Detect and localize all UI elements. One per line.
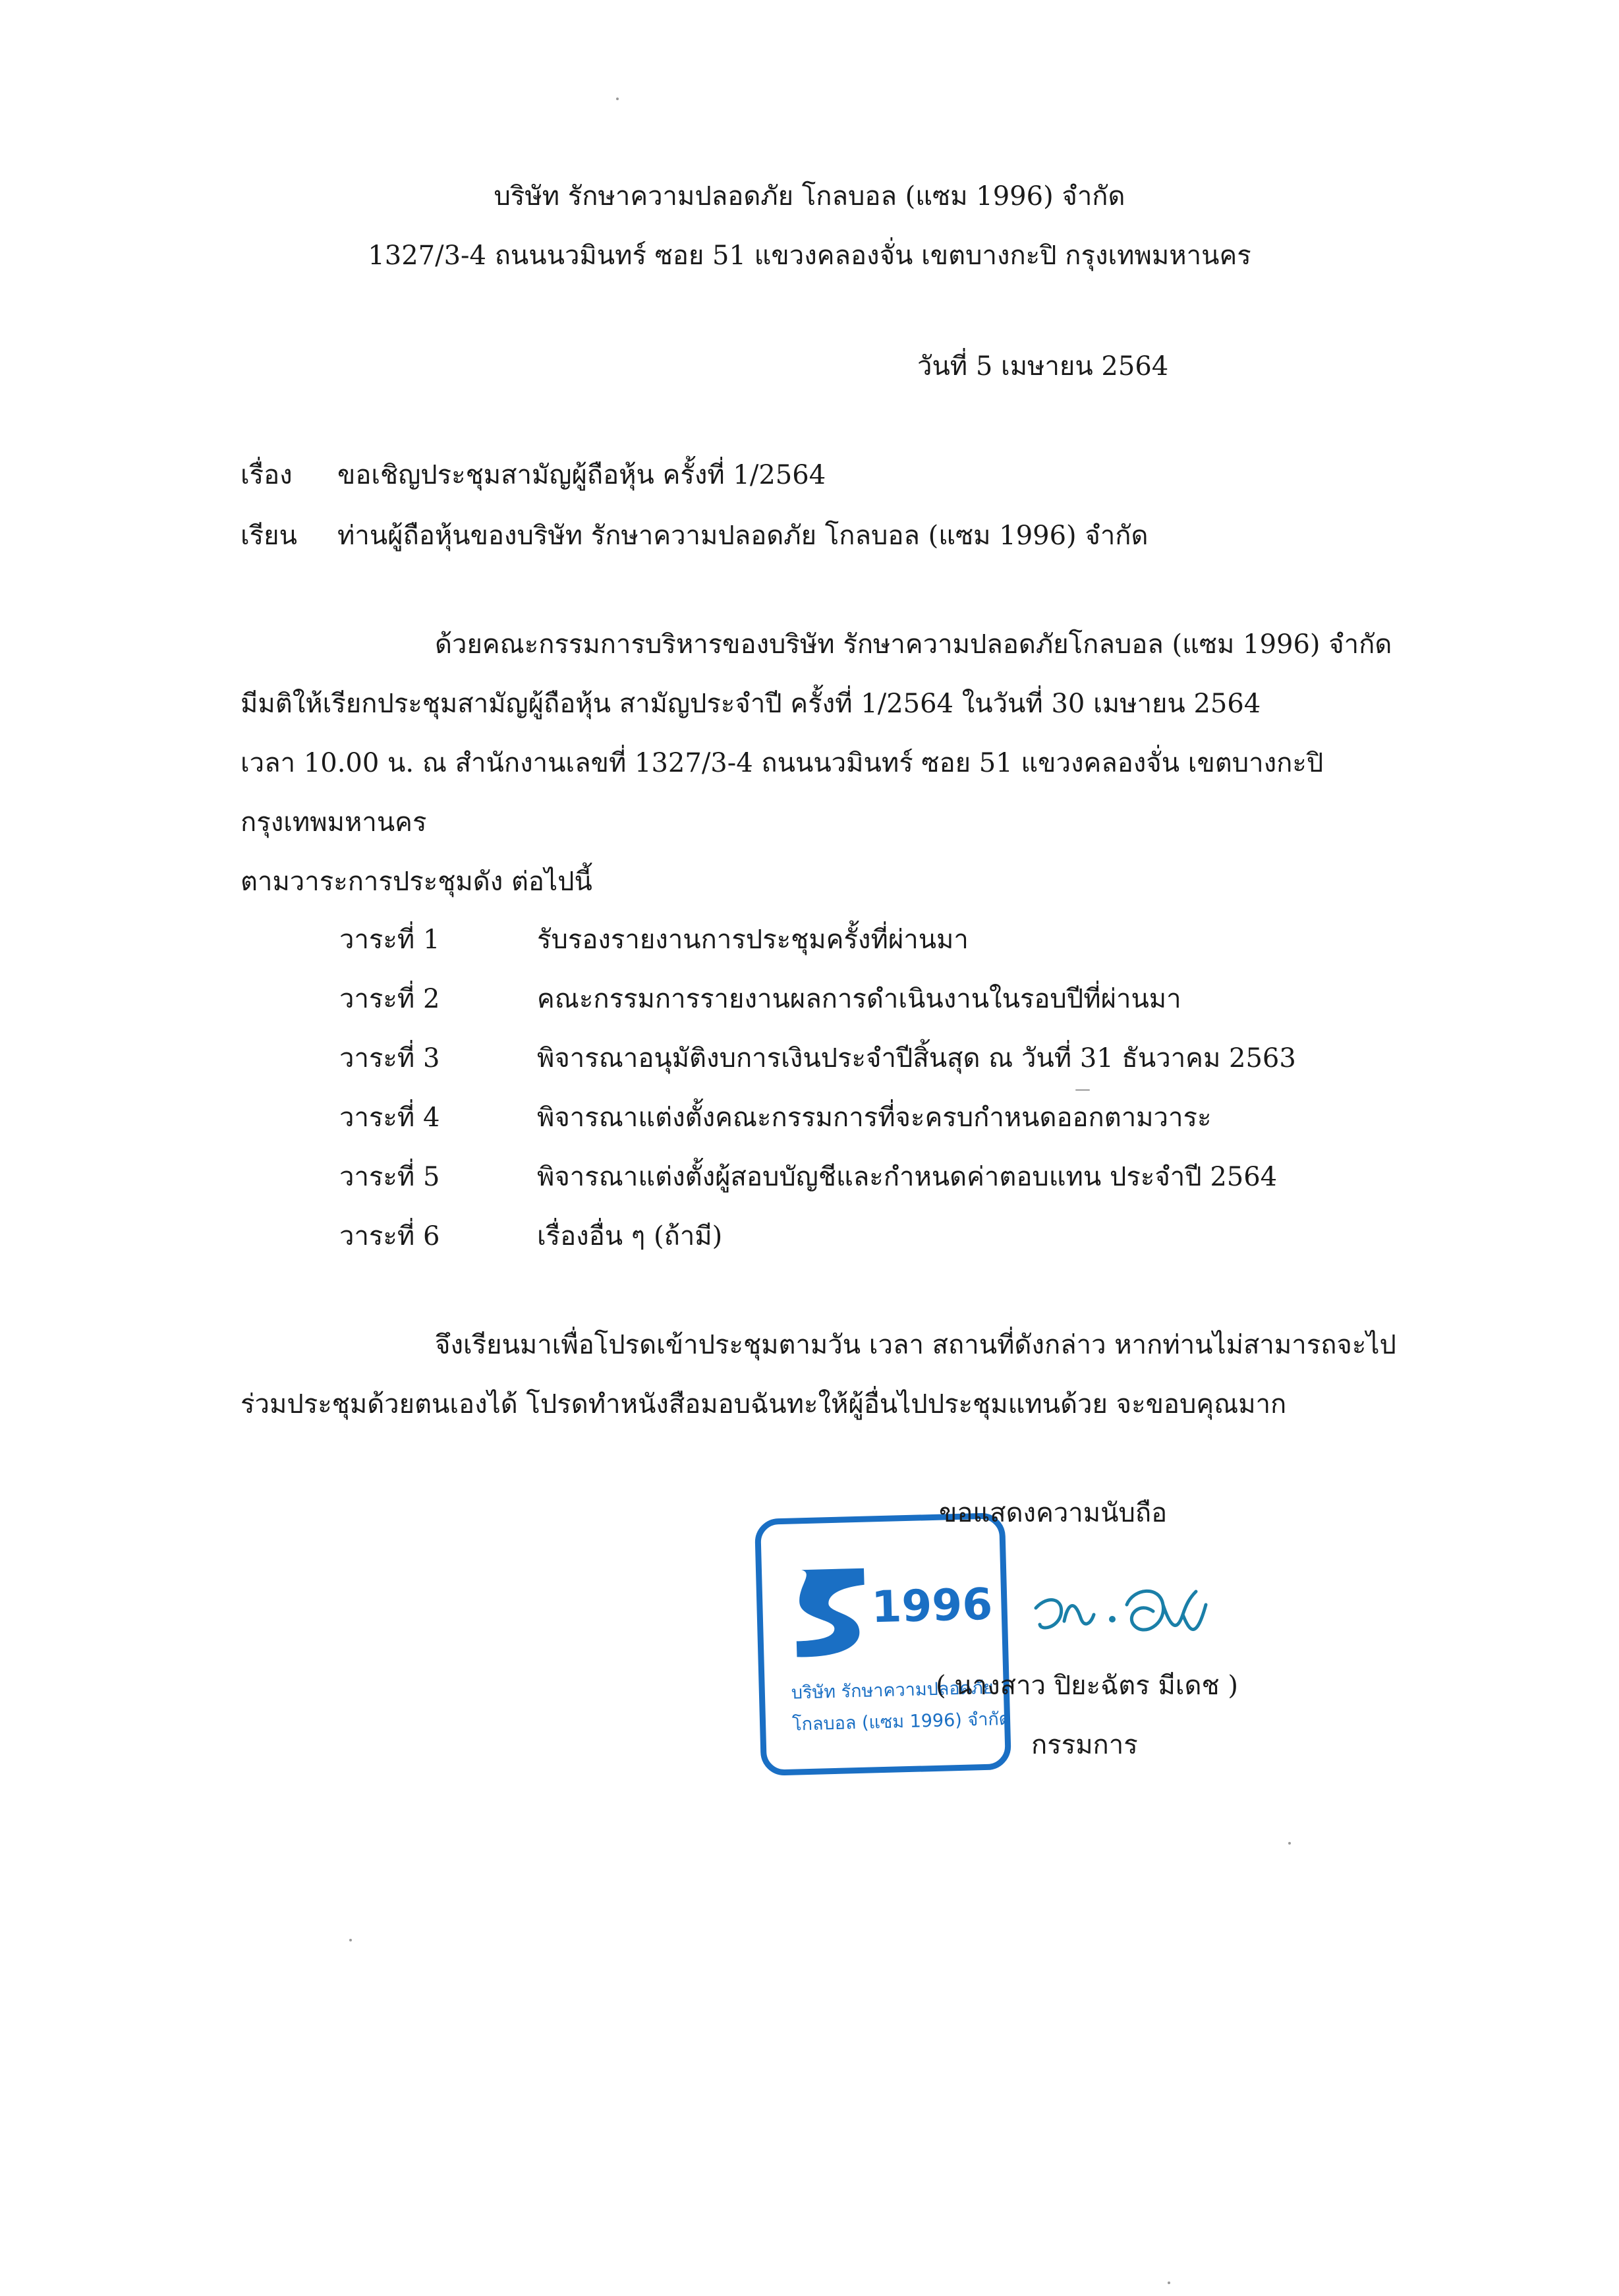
scan-speck <box>1075 1089 1090 1091</box>
agenda-item-text: พิจารณาแต่งตั้งผู้สอบบัญชีและกำหนดค่าตอบแทน ประจำปี 2564 <box>537 1162 1278 1192</box>
agenda-number: วาระที่ 5 <box>339 1162 440 1192</box>
agenda-number: วาระที่ 1 <box>339 925 440 955</box>
letter-date: วันที่ 5 เมษายน 2564 <box>917 351 1169 382</box>
handwritten-signature-icon <box>1028 1578 1212 1657</box>
scan-speck <box>616 98 619 100</box>
agenda-number: วาระที่ 2 <box>339 984 440 1014</box>
signer-name: ( นางสาว ปิยะฉัตร มีเดช ) <box>936 1671 1238 1701</box>
body-line-3: เวลา 10.00 น. ณ สำนักงานเลขที่ 1327/3-4 ถนนนวมินทร์ ซอย 51 แขวงคลองจั่น เขตบางกะปิ <box>241 748 1324 778</box>
regards-text: ขอแสดงความนับถือ <box>939 1498 1168 1528</box>
company-stamp <box>754 1512 1011 1776</box>
body-line-2: มีมติให้เรียกประชุมสามัญผู้ถือหุ้น สามัญประจำปี ครั้งที่ 1/2564 ในวันที่ 30 เมษายน 2564 <box>241 689 1261 719</box>
agenda-item-text: รับรองรายงานการประชุมครั้งที่ผ่านมา <box>537 925 969 955</box>
agenda-item-text: พิจารณาอนุมัติงบการเงินประจำปีสิ้นสุด ณ วันที่ 31 ธันวาคม 2563 <box>537 1043 1296 1074</box>
agenda-item-text: เรื่องอื่น ๆ (ถ้ามี) <box>537 1221 723 1251</box>
scan-speck <box>349 1939 352 1941</box>
company-address: 1327/3-4 ถนนนวมินทร์ ซอย 51 แขวงคลองจั่น เขตบางกะปิ กรุงเทพมหานคร <box>368 241 1251 271</box>
scan-speck <box>1288 1842 1291 1845</box>
agenda-number: วาระที่ 6 <box>339 1221 440 1251</box>
company-header: บริษัท รักษาความปลอดภัย โกลบอล (แซม 1996) จำกัด <box>494 181 1125 212</box>
recipient-text: ท่านผู้ถือหุ้นของบริษัท รักษาความปลอดภัย โกลบอล (แซม 1996) จำกัด <box>337 521 1149 551</box>
stamp-year: 1996 <box>870 1578 994 1633</box>
agenda-item-text: คณะกรรมการรายงานผลการดำเนินงานในรอบปีที่ผ่านมา <box>537 984 1181 1014</box>
company-logo-icon <box>781 1561 876 1663</box>
body-line-4: กรุงเทพมหานคร <box>241 807 427 838</box>
stamp-company-name-line-2: โกลบอล (แซม 1996) จำกัด <box>791 1708 1011 1735</box>
stamp-company-name-line-1: บริษัท รักษาความปลอดภัย <box>791 1677 994 1704</box>
recipient-label: เรียน <box>241 521 297 551</box>
scan-speck <box>1168 2282 1170 2284</box>
body-line-1: ด้วยคณะกรรมการบริหารของบริษัท รักษาความปลอดภัยโกลบอล (แซม 1996) จำกัด <box>435 629 1392 660</box>
subject-label: เรื่อง <box>241 460 293 490</box>
subject-text: ขอเชิญประชุมสามัญผู้ถือหุ้น ครั้งที่ 1/2564 <box>337 460 826 490</box>
agenda-number: วาระที่ 3 <box>339 1043 440 1074</box>
closing-line-1: จึงเรียนมาเพื่อโปรดเข้าประชุมตามวัน เวลา สถานที่ดังกล่าว หากท่านไม่สามารถจะไป <box>435 1330 1396 1360</box>
signer-title: กรรมการ <box>1031 1730 1138 1760</box>
agenda-number: วาระที่ 4 <box>339 1103 440 1133</box>
closing-line-2: ร่วมประชุมด้วยตนเองได้ โปรดทำหนังสือมอบฉันทะให้ผู้อื่นไปประชุมแทนด้วย จะขอบคุณมาก <box>241 1389 1287 1420</box>
agenda-item-text: พิจารณาแต่งตั้งคณะกรรมการที่จะครบกำหนดออกตามวาระ <box>537 1103 1212 1133</box>
body-line-5: ตามวาระการประชุมดัง ต่อไปนี้ <box>241 867 592 897</box>
